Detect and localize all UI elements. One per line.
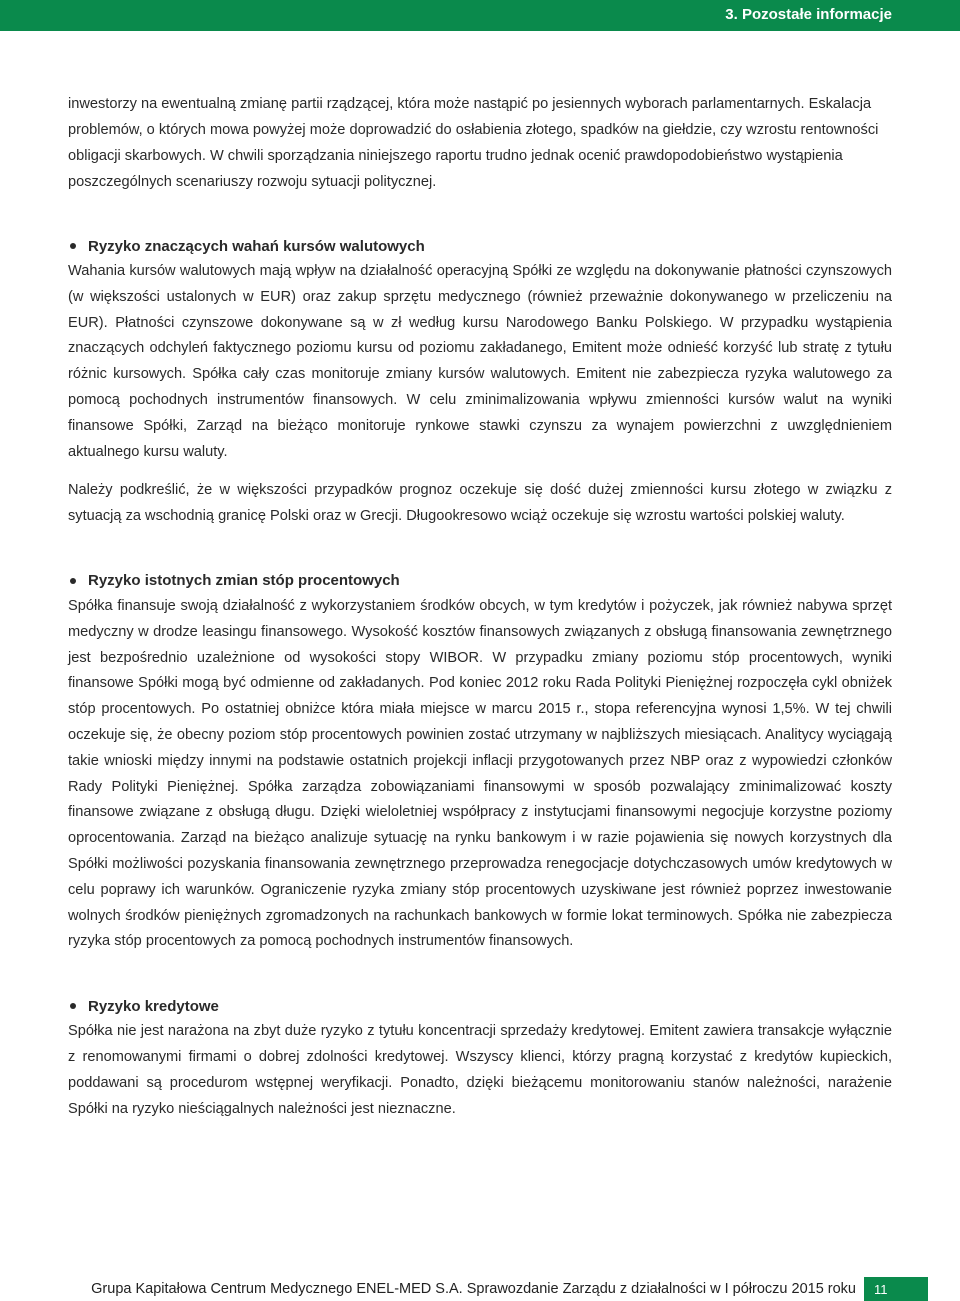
footer-text: Grupa Kapitałowa Centrum Medycznego ENEL-MED S.A. Sprawozdanie Zarządu z działalności w I półroczu 2015 roku [91,1281,856,1297]
bullet-icon [70,1003,76,1009]
header-bar [0,0,960,31]
paragraph: Spółka nie jest narażona na zbyt duże ryzyko z tytułu koncentracji sprzedaży kredytowej. Emitent zawiera transakcje wyłącznie z renomowanymi firmami o dobrej zdolności kredytowej. Wszyscy klienci, którzy pragną korzystać z kredytów kupieckich, poddawani są procedurom wstępnej weryfikacji. Ponadto, dzięki bieżącemu monitorowaniu stanów należności, narażenie Spółki na ryzyko nieściągalnych należności jest nieznaczne. [68,1023,892,1117]
section-heading-text: Ryzyko istotnych zmian stóp procentowych [88,572,400,590]
section-title: 3. Pozostałe informacje [725,6,892,23]
section-heading-text: Ryzyko znaczących wahań kursów walutowych [88,237,425,255]
section-heading [68,568,892,594]
paragraph: Należy podkreślić, że w większości przypadków prognoz oczekuje się dość dużej zmienności kursu złotego w związku z sytuacją za wschodnią granicę Polski oraz w Grecji. Długookresowo wciąż oczekuje się wzrostu wartości polskiej waluty. [68,482,892,525]
section-credit-risk [68,993,892,1122]
section-heading-text: Ryzyko kredytowe [88,997,219,1015]
page-number: 11 [864,1277,928,1301]
section-heading [68,993,892,1019]
section-interest-rate-risk [68,568,892,955]
intro-paragraph: inwestorzy na ewentualną zmianę partii rządzącej, która może nastąpić po jesiennych wyborach parlamentarnych. Eskalacja problemów, o których mowa powyżej może doprowadzić do osłabienia złotego, spadków na giełdzie, czy wzrostu rentowności obligacji skarbowych. W chwili sporządzania niniejszego raportu trudno jednak ocenić prawdopodobieństwo wystąpienia poszczególnych scenariuszy rozwoju sytuacji politycznej. [68,96,879,190]
section-heading [68,233,892,259]
paragraph: Wahania kursów walutowych mają wpływ na działalność operacyjną Spółki ze względu na dokonywanie płatności czynszowych (w większości ustalonych w EUR) oraz zakup sprzętu medycznego (również przeważnie dokonywanego w przeliczeniu na EUR). Płatności czynszowe dokonywane są w zł według kursu Narodowego Banku Polskiego. W przypadku wystąpienia znaczących odchyleń faktycznego poziomu kursu od poziomu zakładanego, Emitent może odnieść korzyść lub stratę z tytułu różnic kursowych. Spółka cały czas monitoruje zmiany kursów walutowych. Emitent nie zabezpiecza ryzyka walutowego za pomocą pochodnych instrumentów finansowych. W celu zminimalizowania wpływu zmienności kursów walut na wyniki finansowe Spółki, Zarząd na bieżąco monitoruje rynkowe stawki czynszu za wynajem powierzchni z uwzględnieniem aktualnego kursu waluty. [68,263,892,460]
footer [0,1275,960,1301]
section-currency-risk [68,233,892,530]
bullet-icon [70,243,76,249]
bullet-icon [70,578,76,584]
paragraph: Spółka finansuje swoją działalność z wykorzystaniem środków obcych, w tym kredytów i pożyczek, jak również nabywa sprzęt medyczny w drodze leasingu finansowego. Wysokość kosztów finansowych związanych z obsługą finansowania zewnętrznego jest bezpośrednio uzależnione od wysokości stopy WIBOR. W przypadku zmiany poziomu stóp procentowych, wyniki finansowe Spółki mogą być odmienne od zakładanych. Pod koniec 2012 roku Rada Polityki Pieniężnej rozpoczęła cykl obniżek stóp procentowych. Po ostatniej obniżce która miała miejsce w marcu 2015 r., stopa referencyjna wynosi 1,5%. W tej chwili oczekuje się, że obecny poziom stóp procentowych powinien zostać utrzymany w najbliższych miesiącach. Analitycy wyciągają takie wnioski między innymi na podstawie ostatnich projekcji inflacji przygotowanych przez NBP oraz z wypowiedzi członków Rady Polityki Pieniężnej. Spółka zarządza zobowiązaniami finansowymi w sposób pozwalający zminimalizować koszty finansowe związane z obsługą długu. Dzięki wieloletniej współpracy z instytucjami finansowymi negocjuje korzystne poziomy oprocentowania. Zarząd na bieżąco analizuje sytuację na rynku bankowym i w razie pojawienia się nowych korzystnych dla Spółki możliwości pozyskania finansowania zewnętrznego przeprowadza renegocjacje dotychczasowych umów kredytowych w celu poprawy ich warunków. Ograniczenie ryzyka zmiany stóp procentowych uzyskiwane jest również poprzez inwestowanie wolnych środków pieniężnych zgromadzonych na rachunkach bankowych w formie lokat terminowych. Spółka nie zabezpiecza ryzyka stóp procentowych za pomocą pochodnych instrumentów finansowych. [68,597,892,950]
document-body [68,91,892,1122]
